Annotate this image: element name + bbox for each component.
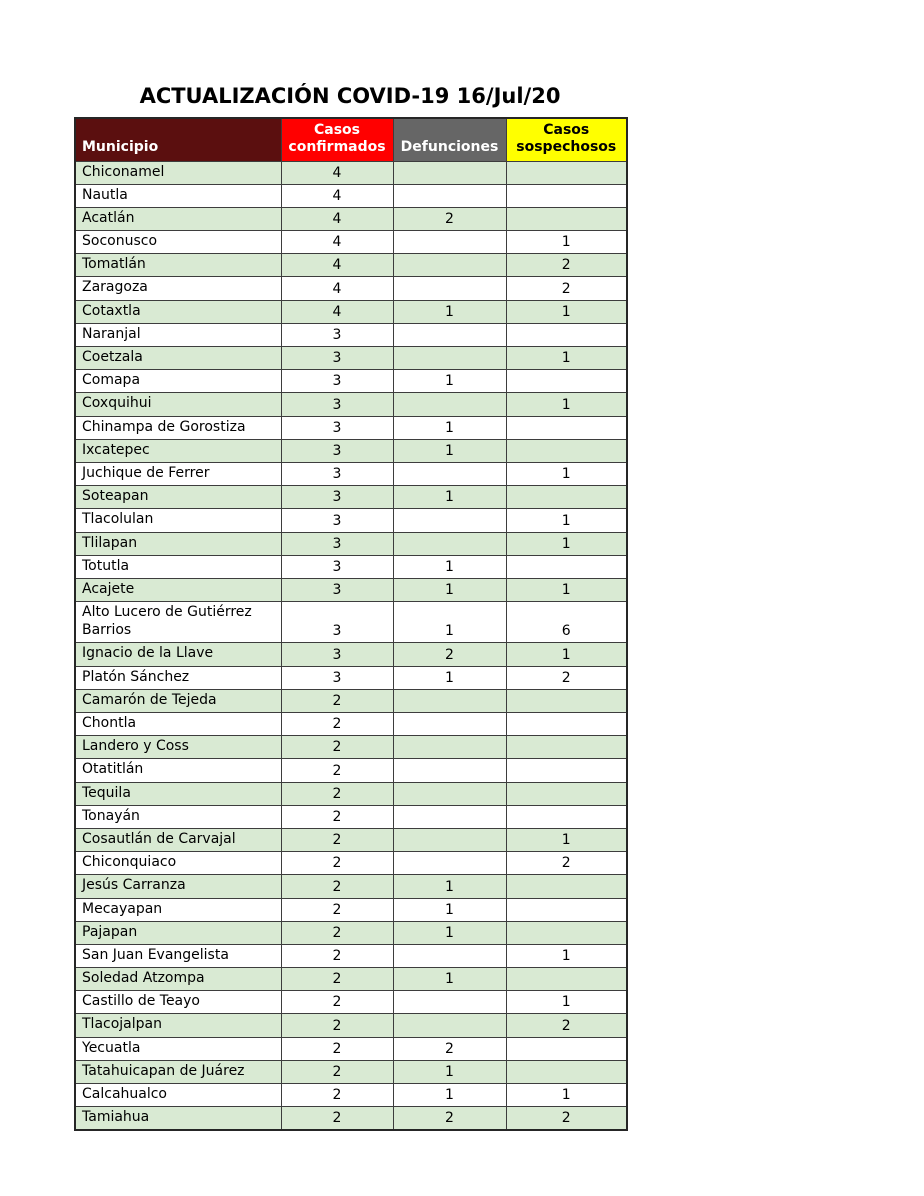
municipio-cell: Tatahuicapan de Juárez	[75, 1060, 281, 1083]
table-row	[75, 439, 627, 462]
confirmados-cell: 2	[281, 1060, 393, 1083]
defunciones-cell: 1	[393, 486, 506, 509]
table-row	[75, 416, 627, 439]
confirmados-cell: 2	[281, 713, 393, 736]
defunciones-cell	[393, 532, 506, 555]
municipio-cell: Castillo de Teayo	[75, 991, 281, 1014]
sospechosos-cell	[506, 184, 627, 207]
municipio-cell: Soteapan	[75, 486, 281, 509]
municipio-cell: Chiconquiaco	[75, 852, 281, 875]
municipio-cell: Tamiahua	[75, 1107, 281, 1131]
municipio-cell: Soconusco	[75, 231, 281, 254]
sospechosos-cell	[506, 370, 627, 393]
confirmados-cell: 4	[281, 207, 393, 230]
municipio-cell: Tonayán	[75, 805, 281, 828]
municipio-cell: Cotaxtla	[75, 300, 281, 323]
municipio-cell: Chiconamel	[75, 161, 281, 184]
defunciones-cell: 2	[393, 1037, 506, 1060]
confirmados-cell: 3	[281, 323, 393, 346]
confirmados-cell: 2	[281, 689, 393, 712]
sospechosos-cell: 1	[506, 1084, 627, 1107]
defunciones-cell	[393, 462, 506, 485]
municipio-cell: Soledad Atzompa	[75, 968, 281, 991]
table-row	[75, 578, 627, 601]
confirmados-cell: 3	[281, 347, 393, 370]
table-row	[75, 643, 627, 666]
defunciones-cell: 2	[393, 207, 506, 230]
defunciones-cell: 1	[393, 1060, 506, 1083]
table-row	[75, 462, 627, 485]
confirmados-cell: 3	[281, 462, 393, 485]
table-row	[75, 666, 627, 689]
confirmados-cell: 3	[281, 486, 393, 509]
defunciones-cell: 1	[393, 968, 506, 991]
defunciones-cell	[393, 828, 506, 851]
defunciones-cell	[393, 759, 506, 782]
confirmados-cell: 2	[281, 968, 393, 991]
defunciones-cell	[393, 1014, 506, 1037]
municipio-cell: Chinampa de Gorostiza	[75, 416, 281, 439]
table-row	[75, 370, 627, 393]
sospechosos-cell: 2	[506, 666, 627, 689]
defunciones-cell	[393, 161, 506, 184]
sospechosos-cell: 2	[506, 1014, 627, 1037]
confirmados-cell: 3	[281, 532, 393, 555]
sospechosos-cell	[506, 898, 627, 921]
sospechosos-cell	[506, 1060, 627, 1083]
sospechosos-cell	[506, 921, 627, 944]
table-body	[75, 161, 627, 1130]
table-row	[75, 991, 627, 1014]
defunciones-cell: 1	[393, 578, 506, 601]
sospechosos-cell: 1	[506, 300, 627, 323]
table-row	[75, 323, 627, 346]
municipio-cell: Calcahualco	[75, 1084, 281, 1107]
table-row	[75, 713, 627, 736]
confirmados-cell: 2	[281, 944, 393, 967]
municipio-cell: Landero y Coss	[75, 736, 281, 759]
confirmados-cell: 4	[281, 231, 393, 254]
sospechosos-cell: 1	[506, 347, 627, 370]
defunciones-cell	[393, 254, 506, 277]
table-row	[75, 300, 627, 323]
municipio-cell: Acatlán	[75, 207, 281, 230]
table-row	[75, 968, 627, 991]
defunciones-cell: 1	[393, 1084, 506, 1107]
sospechosos-cell: 1	[506, 578, 627, 601]
table-row	[75, 875, 627, 898]
municipio-cell: Tomatlán	[75, 254, 281, 277]
confirmados-cell: 2	[281, 1084, 393, 1107]
confirmados-cell: 3	[281, 555, 393, 578]
sospechosos-cell: 1	[506, 532, 627, 555]
municipio-cell: Tlacolulan	[75, 509, 281, 532]
table-row	[75, 347, 627, 370]
municipio-cell: Camarón de Tejeda	[75, 689, 281, 712]
confirmados-cell: 2	[281, 736, 393, 759]
covid-table	[74, 117, 628, 1131]
confirmados-cell: 3	[281, 602, 393, 643]
sospechosos-cell	[506, 875, 627, 898]
sospechosos-cell	[506, 486, 627, 509]
defunciones-cell	[393, 852, 506, 875]
defunciones-cell	[393, 184, 506, 207]
confirmados-cell: 3	[281, 643, 393, 666]
municipio-cell: Naranjal	[75, 323, 281, 346]
sospechosos-cell: 1	[506, 231, 627, 254]
sospechosos-cell	[506, 805, 627, 828]
table-row	[75, 1037, 627, 1060]
municipio-cell: Comapa	[75, 370, 281, 393]
confirmados-cell: 3	[281, 578, 393, 601]
sospechosos-cell: 1	[506, 509, 627, 532]
confirmados-cell: 2	[281, 782, 393, 805]
sospechosos-cell: 1	[506, 991, 627, 1014]
municipio-cell: Juchique de Ferrer	[75, 462, 281, 485]
sospechosos-cell: 1	[506, 643, 627, 666]
sospechosos-cell: 1	[506, 828, 627, 851]
header-municipio: Municipio	[75, 118, 281, 161]
confirmados-cell: 3	[281, 393, 393, 416]
municipio-cell: Pajapan	[75, 921, 281, 944]
sospechosos-cell	[506, 713, 627, 736]
table-row	[75, 393, 627, 416]
table-row	[75, 944, 627, 967]
table-row	[75, 828, 627, 851]
municipio-cell: Coxquihui	[75, 393, 281, 416]
municipio-cell: Ignacio de la Llave	[75, 643, 281, 666]
sospechosos-cell: 1	[506, 393, 627, 416]
confirmados-cell: 3	[281, 509, 393, 532]
sospechosos-cell	[506, 736, 627, 759]
municipio-cell: Otatitlán	[75, 759, 281, 782]
defunciones-cell: 1	[393, 300, 506, 323]
defunciones-cell	[393, 347, 506, 370]
sospechosos-cell	[506, 555, 627, 578]
municipio-cell: Ixcatepec	[75, 439, 281, 462]
sospechosos-cell: 1	[506, 462, 627, 485]
sospechosos-cell	[506, 416, 627, 439]
table-row	[75, 782, 627, 805]
table-row	[75, 1014, 627, 1037]
confirmados-cell: 2	[281, 828, 393, 851]
table-row	[75, 602, 627, 643]
municipio-cell: Tequila	[75, 782, 281, 805]
defunciones-cell	[393, 991, 506, 1014]
defunciones-cell: 1	[393, 875, 506, 898]
sospechosos-cell: 2	[506, 277, 627, 300]
confirmados-cell: 4	[281, 161, 393, 184]
defunciones-cell	[393, 736, 506, 759]
header-defunciones: Defunciones	[393, 118, 506, 161]
defunciones-cell: 2	[393, 643, 506, 666]
confirmados-cell: 2	[281, 805, 393, 828]
sospechosos-cell	[506, 759, 627, 782]
sospechosos-cell	[506, 207, 627, 230]
municipio-cell: San Juan Evangelista	[75, 944, 281, 967]
municipio-cell: Jesús Carranza	[75, 875, 281, 898]
confirmados-cell: 4	[281, 254, 393, 277]
defunciones-cell	[393, 277, 506, 300]
table-row	[75, 532, 627, 555]
sospechosos-cell: 2	[506, 852, 627, 875]
table-row	[75, 231, 627, 254]
table-row	[75, 759, 627, 782]
confirmados-cell: 4	[281, 277, 393, 300]
header-casos-sospechosos: Casos sospechosos	[506, 118, 627, 161]
table-row	[75, 805, 627, 828]
defunciones-cell	[393, 805, 506, 828]
table-row	[75, 1084, 627, 1107]
table-row	[75, 689, 627, 712]
sospechosos-cell: 2	[506, 1107, 627, 1131]
municipio-cell: Mecayapan	[75, 898, 281, 921]
table-row	[75, 555, 627, 578]
municipio-cell: Chontla	[75, 713, 281, 736]
sospechosos-cell	[506, 968, 627, 991]
confirmados-cell: 3	[281, 439, 393, 462]
confirmados-cell: 3	[281, 666, 393, 689]
table-row	[75, 898, 627, 921]
municipio-cell: Coetzala	[75, 347, 281, 370]
confirmados-cell: 3	[281, 416, 393, 439]
table-row	[75, 207, 627, 230]
table-row	[75, 509, 627, 532]
table-row	[75, 852, 627, 875]
defunciones-cell: 1	[393, 555, 506, 578]
confirmados-cell: 2	[281, 852, 393, 875]
municipio-cell: Acajete	[75, 578, 281, 601]
defunciones-cell	[393, 323, 506, 346]
sospechosos-cell: 2	[506, 254, 627, 277]
sospechosos-cell: 1	[506, 944, 627, 967]
municipio-cell: Tlacojalpan	[75, 1014, 281, 1037]
defunciones-cell	[393, 393, 506, 416]
confirmados-cell: 2	[281, 759, 393, 782]
municipio-cell: Yecuatla	[75, 1037, 281, 1060]
confirmados-cell: 2	[281, 921, 393, 944]
defunciones-cell: 1	[393, 370, 506, 393]
table-row	[75, 736, 627, 759]
municipio-cell: Totutla	[75, 555, 281, 578]
sospechosos-cell: 6	[506, 602, 627, 643]
municipio-cell: Cosautlán de Carvajal	[75, 828, 281, 851]
defunciones-cell	[393, 713, 506, 736]
defunciones-cell	[393, 782, 506, 805]
defunciones-cell	[393, 689, 506, 712]
table-row	[75, 921, 627, 944]
defunciones-cell	[393, 944, 506, 967]
header-row	[75, 118, 627, 161]
confirmados-cell: 2	[281, 991, 393, 1014]
defunciones-cell: 1	[393, 416, 506, 439]
table-row	[75, 486, 627, 509]
confirmados-cell: 2	[281, 1014, 393, 1037]
table-row	[75, 184, 627, 207]
municipio-cell: Platón Sánchez	[75, 666, 281, 689]
defunciones-cell: 1	[393, 921, 506, 944]
confirmados-cell: 4	[281, 184, 393, 207]
header-casos-confirmados: Casos confirmados	[281, 118, 393, 161]
table-row	[75, 161, 627, 184]
confirmados-cell: 3	[281, 370, 393, 393]
sospechosos-cell	[506, 161, 627, 184]
table-row	[75, 254, 627, 277]
confirmados-cell: 4	[281, 300, 393, 323]
defunciones-cell	[393, 509, 506, 532]
sospechosos-cell	[506, 782, 627, 805]
page-title: ACTUALIZACIÓN COVID-19 16/Jul/20	[139, 84, 561, 108]
defunciones-cell: 1	[393, 439, 506, 462]
municipio-cell: Nautla	[75, 184, 281, 207]
table-row	[75, 1107, 627, 1131]
defunciones-cell: 2	[393, 1107, 506, 1131]
sospechosos-cell	[506, 323, 627, 346]
defunciones-cell: 1	[393, 602, 506, 643]
municipio-cell: Tlilapan	[75, 532, 281, 555]
confirmados-cell: 2	[281, 875, 393, 898]
confirmados-cell: 2	[281, 1107, 393, 1131]
defunciones-cell: 1	[393, 898, 506, 921]
municipio-cell: Zaragoza	[75, 277, 281, 300]
confirmados-cell: 2	[281, 898, 393, 921]
table-row	[75, 277, 627, 300]
confirmados-cell: 2	[281, 1037, 393, 1060]
defunciones-cell: 1	[393, 666, 506, 689]
table-row	[75, 1060, 627, 1083]
sospechosos-cell	[506, 689, 627, 712]
sospechosos-cell	[506, 1037, 627, 1060]
sospechosos-cell	[506, 439, 627, 462]
municipio-cell: Alto Lucero de Gutiérrez Barrios	[75, 602, 281, 643]
defunciones-cell	[393, 231, 506, 254]
